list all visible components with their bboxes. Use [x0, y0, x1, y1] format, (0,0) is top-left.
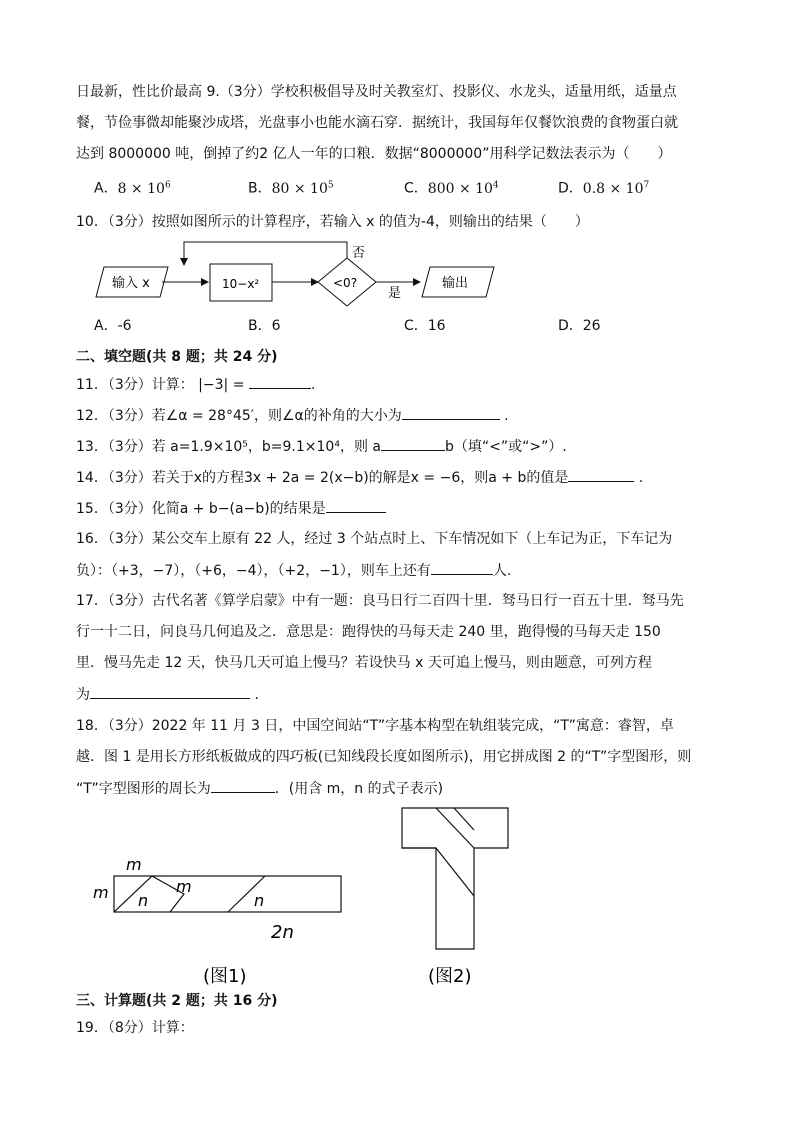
q9-option-label: A． [94, 180, 118, 197]
q12-answer-blank[interactable] [402, 405, 500, 420]
q9-option-coef: 800 × 10 [427, 180, 493, 197]
fig1-label-m-mid: m [176, 877, 192, 896]
flow-output-text: 输出 [442, 276, 469, 291]
q9-option-value [118, 181, 171, 197]
figure-2 [388, 800, 548, 1000]
q18-line1: 18．（3分）2022 年 11 月 3 日，中国空间站“T”字基本构型在轨组装完成，“T”寓意：睿智，卓 [76, 718, 674, 734]
q13-answer-blank[interactable] [381, 436, 445, 451]
q9-option-label: D． [558, 180, 583, 197]
q10-option-a: A．-6 [94, 318, 132, 334]
q17-line2: 行一十二日，问良马几何追及之．意思是：跑得快的马每天走 240 里，跑得慢的马每天走 150 [76, 624, 661, 640]
q19-text: 19．（8分）计算： [76, 1020, 194, 1036]
fig1-label-n1: n [138, 891, 149, 910]
flowchart [0, 241, 794, 311]
q9-option-label: B． [248, 180, 272, 197]
fig1-label-2n: 2n [271, 922, 294, 943]
q9-line1: 日最新，性比价最高 9.（3分）学校积极倡导及时关教室灯、投影仪、水龙头，适量用纸，适量点 [76, 84, 677, 100]
fig1-caption: (图1) [203, 966, 247, 987]
q13-mid: b（填“<”或“>”）. [444, 439, 567, 455]
q9-line3: 达到 8000000 吨，倒掉了约2 亿人一年的口粮．数据“8000000”用科学记数法表示为（ ） [76, 146, 672, 162]
q14 [76, 467, 643, 488]
q9-option-exponent: 4 [492, 180, 499, 190]
q16-answer-blank[interactable] [431, 560, 493, 575]
flow-decision-text: <0? [333, 276, 358, 290]
q10-option-b: B．6 [248, 318, 281, 334]
q11-answer-blank[interactable] [249, 374, 311, 389]
flow-input-text: 输入 x [112, 276, 150, 291]
q18-line3-text: “T”字型图形的周长为 [76, 781, 211, 797]
q10-stem: 10．（3分）按照如图所示的计算程序，若输入 x 的值为-4，则输出的结果（ ） [76, 214, 589, 230]
q9-option-value [272, 181, 334, 197]
q9-option-coef: 80 × 10 [271, 180, 328, 197]
q15 [76, 498, 386, 519]
q17-end: . [254, 687, 259, 703]
q9-option-value [428, 181, 499, 197]
q16-line1: 16．（3分）某公交车上原有 22 人，经过 3 个站点时上、下车情况如下（上车记为正，下车记为 [76, 531, 673, 547]
q17-line3: 里．慢马先走 12 天，快马几天可追上慢马？若设快马 x 天可追上慢马，则由题意，可列方程 [76, 655, 652, 671]
fig1-piece-triangle [114, 876, 184, 912]
q9-option-label: C． [404, 180, 428, 197]
q18-line3 [76, 778, 443, 799]
q9-option-coef: 0.8 × 10 [582, 180, 644, 197]
q9-option-exponent: 7 [643, 180, 650, 190]
q10-option-c: C．16 [404, 318, 446, 334]
fig2-caption: (图2) [428, 966, 472, 987]
q9-option-a [94, 175, 171, 199]
q10-option-d: D．26 [558, 318, 601, 334]
flow-no-label: 否 [352, 246, 366, 261]
q11 [76, 374, 315, 395]
fig1-label-m-left: m [93, 883, 109, 902]
q13-text: 13．（3分）若 a=1.9×10⁵，b=9.1×10⁴，则 a [76, 439, 381, 455]
q11-end: . [310, 377, 316, 393]
fig1-label-m-top: m [126, 855, 142, 874]
flow-process-text: 10−x² [222, 277, 260, 291]
section-3-heading: 三、计算题(共 2 题；共 16 分) [76, 993, 278, 1009]
flow-yes-label: 是 [388, 286, 402, 301]
q16-end: 人. [492, 563, 512, 579]
q12 [76, 405, 509, 426]
q18-line2: 越．图 1 是用长方形纸板做成的四巧板(已知线段长度如图所示)，用它拼成图 2 的“T”字型图形，则 [76, 749, 692, 765]
q12-end: . [504, 408, 509, 424]
q15-text: 15．（3分）化简a + b−(a−b)的结果是 [76, 501, 326, 517]
q9-option-c [404, 175, 499, 199]
q9-option-exponent: 5 [327, 180, 334, 190]
fig1-label-n2: n [254, 891, 265, 910]
q18-answer-blank[interactable] [211, 778, 275, 793]
q17-answer-blank[interactable] [90, 684, 250, 699]
q9-option-value [583, 181, 649, 197]
q12-text: 12．（3分）若∠α = 28°45′，则∠α的补角的大小为 [76, 408, 402, 424]
q14-end: . [638, 470, 644, 486]
q16-line2 [76, 560, 511, 581]
q9-option-coef: 8 × 10 [117, 180, 165, 197]
figure-1 [88, 800, 388, 1000]
q14-answer-blank[interactable] [568, 467, 634, 482]
q9-line2: 餐，节俭事微却能聚沙成塔，光盘事小也能水滴石穿．据统计，我国每年仅餐饮浪费的食物蛋白就 [76, 115, 678, 131]
q18-end: ．(用含 m，n 的式子表示) [274, 781, 444, 797]
q9-option-b [248, 175, 334, 199]
q13 [76, 436, 567, 457]
q14-text: 14．（3分）若关于x的方程3x + 2a = 2(x−b)的解是x = −6，则a + b的值是 [76, 470, 569, 486]
q9-option-exponent: 6 [164, 180, 171, 190]
q11-text: 11．（3分）计算： |−3| = [76, 377, 245, 393]
q17-line1: 17．（3分）古代名著《算学启蒙》中有一题：良马日行二百四十里．驽马日行一百五十里．驽马先 [76, 593, 684, 609]
section-2-heading: 二、填空题(共 8 题；共 24 分) [76, 349, 278, 365]
q17-line4-text: 为 [76, 687, 90, 703]
q16-line2-text: 负）：（+3，−7），（+6，−4），（+2，−1），则车上还有 [76, 563, 431, 579]
q15-answer-blank[interactable] [326, 498, 386, 513]
fig2-t-outline [402, 808, 508, 949]
q17-line4 [76, 684, 259, 705]
q9-option-d [558, 175, 649, 199]
